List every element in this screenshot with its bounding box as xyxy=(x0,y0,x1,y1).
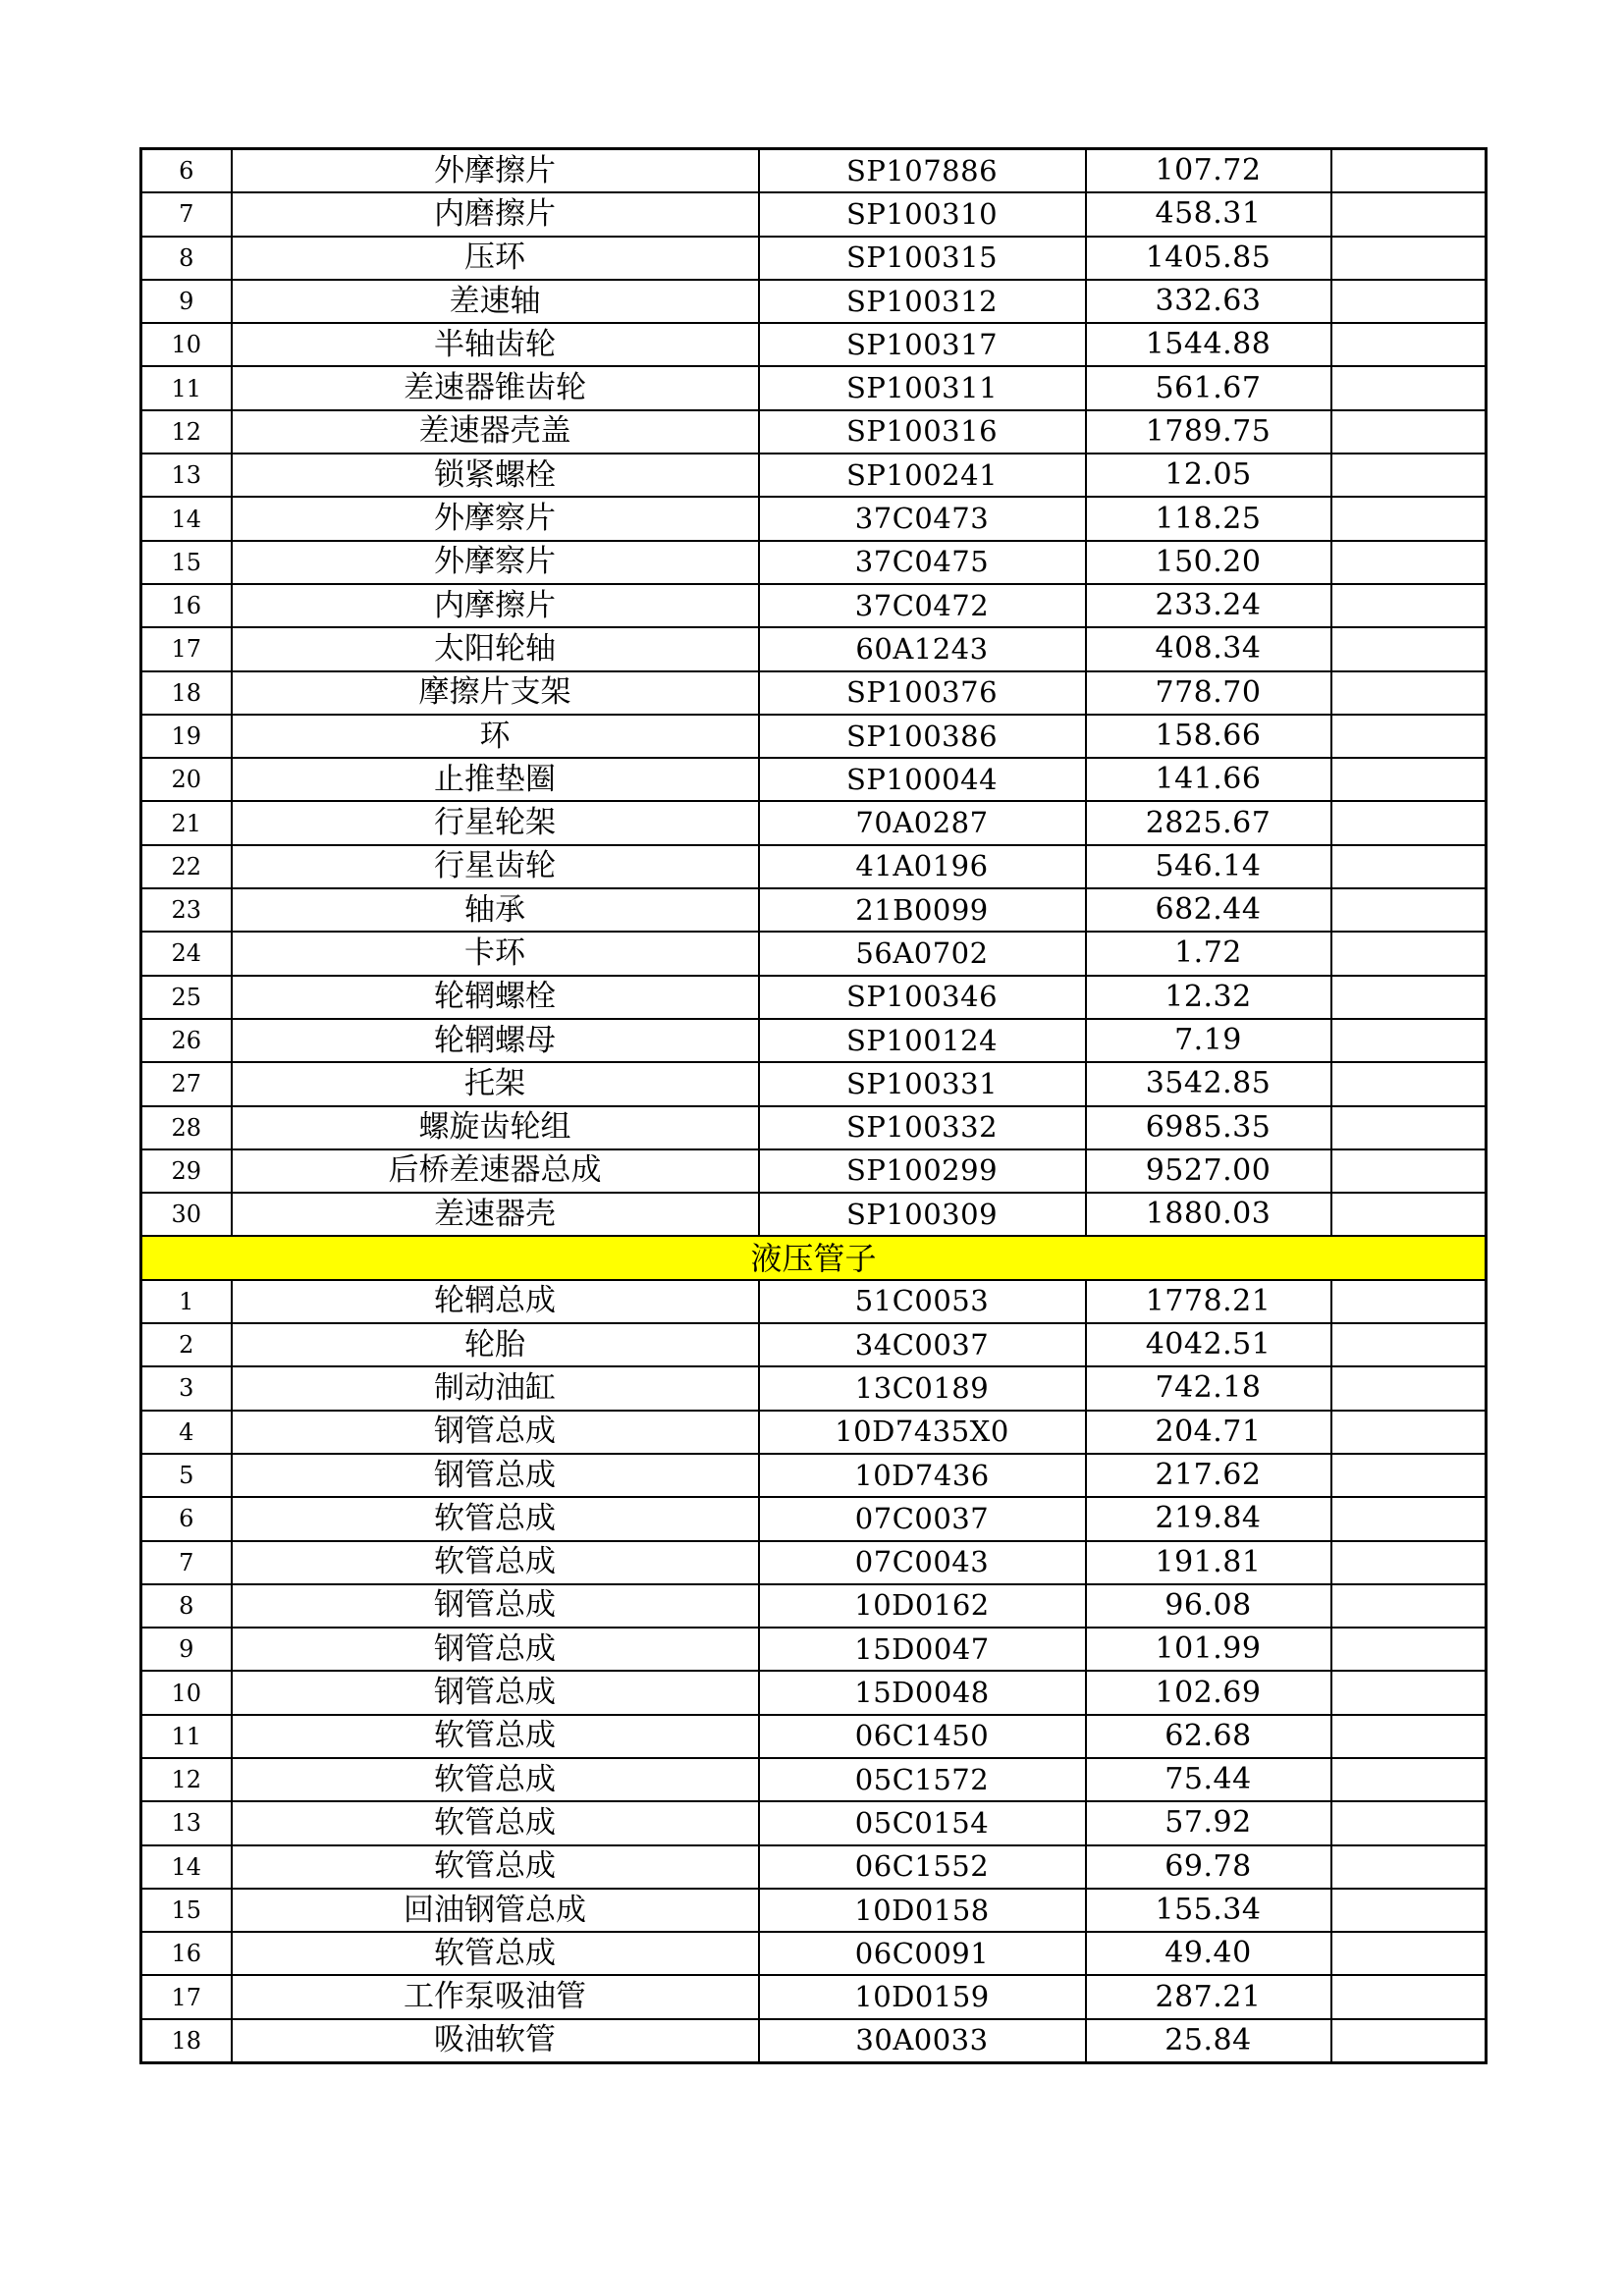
table-row xyxy=(141,1889,1487,1932)
table-row xyxy=(141,801,1487,844)
row-number-cell: 1 xyxy=(141,1280,232,1323)
part-name-cell: 托架 xyxy=(232,1062,759,1105)
row-number-cell: 14 xyxy=(141,497,232,540)
remark-cell xyxy=(1331,1062,1487,1105)
part-name-cell: 内磨擦片 xyxy=(232,192,759,236)
price-cell: 3542.85 xyxy=(1086,1062,1331,1105)
price-cell: 158.66 xyxy=(1086,715,1331,758)
part-number-cell: 10D0162 xyxy=(759,1584,1086,1628)
table-row xyxy=(141,192,1487,236)
part-number-cell: SP100299 xyxy=(759,1149,1086,1193)
table-row xyxy=(141,1323,1487,1366)
part-name-cell: 钢管总成 xyxy=(232,1584,759,1628)
price-cell: 458.31 xyxy=(1086,192,1331,236)
remark-cell xyxy=(1331,1280,1487,1323)
table-row xyxy=(141,715,1487,758)
part-name-cell: 卡环 xyxy=(232,932,759,975)
table-row xyxy=(141,845,1487,888)
part-number-cell: SP100312 xyxy=(759,280,1086,323)
price-cell: 219.84 xyxy=(1086,1497,1331,1540)
part-number-cell: SP100315 xyxy=(759,237,1086,280)
part-number-cell: 10D0159 xyxy=(759,1975,1086,2018)
price-cell: 233.24 xyxy=(1086,584,1331,627)
row-number-cell: 18 xyxy=(141,671,232,715)
row-number-cell: 21 xyxy=(141,801,232,844)
price-cell: 332.63 xyxy=(1086,280,1331,323)
table-row xyxy=(141,497,1487,540)
row-number-cell: 29 xyxy=(141,1149,232,1193)
table-row xyxy=(141,1584,1487,1628)
table-row xyxy=(141,1454,1487,1497)
row-number-cell: 11 xyxy=(141,366,232,409)
row-number-cell: 17 xyxy=(141,627,232,670)
part-number-cell: 56A0702 xyxy=(759,932,1086,975)
row-number-cell: 15 xyxy=(141,1889,232,1932)
table-row xyxy=(141,1062,1487,1105)
row-number-cell: 13 xyxy=(141,454,232,497)
remark-cell xyxy=(1331,237,1487,280)
remark-cell xyxy=(1331,1628,1487,1671)
remark-cell xyxy=(1331,1715,1487,1758)
section-title: 液压管子 xyxy=(141,1236,1487,1279)
part-name-cell: 钢管总成 xyxy=(232,1454,759,1497)
part-number-cell: 60A1243 xyxy=(759,627,1086,670)
parts-price-table xyxy=(139,147,1488,2064)
part-name-cell: 轮辋螺母 xyxy=(232,1019,759,1062)
part-name-cell: 差速轴 xyxy=(232,280,759,323)
row-number-cell: 6 xyxy=(141,149,232,193)
price-cell: 118.25 xyxy=(1086,497,1331,540)
price-cell: 742.18 xyxy=(1086,1366,1331,1410)
part-number-cell: 34C0037 xyxy=(759,1323,1086,1366)
table-row xyxy=(141,1932,1487,1975)
row-number-cell: 26 xyxy=(141,1019,232,1062)
remark-cell xyxy=(1331,1541,1487,1584)
price-cell: 2825.67 xyxy=(1086,801,1331,844)
row-number-cell: 17 xyxy=(141,1975,232,2018)
part-number-cell: 10D7435X0 xyxy=(759,1411,1086,1454)
price-cell: 25.84 xyxy=(1086,2019,1331,2063)
row-number-cell: 10 xyxy=(141,323,232,366)
remark-cell xyxy=(1331,888,1487,932)
price-cell: 204.71 xyxy=(1086,1411,1331,1454)
row-number-cell: 30 xyxy=(141,1193,232,1236)
part-number-cell: SP107886 xyxy=(759,149,1086,193)
row-number-cell: 11 xyxy=(141,1715,232,1758)
part-number-cell: SP100346 xyxy=(759,976,1086,1019)
part-number-cell: SP100317 xyxy=(759,323,1086,366)
row-number-cell: 8 xyxy=(141,237,232,280)
part-number-cell: 07C0043 xyxy=(759,1541,1086,1584)
price-cell: 107.72 xyxy=(1086,149,1331,193)
remark-cell xyxy=(1331,1149,1487,1193)
part-name-cell: 软管总成 xyxy=(232,1541,759,1584)
part-number-cell: SP100044 xyxy=(759,758,1086,801)
part-name-cell: 外摩察片 xyxy=(232,497,759,540)
price-cell: 546.14 xyxy=(1086,845,1331,888)
part-name-cell: 太阳轮轴 xyxy=(232,627,759,670)
remark-cell xyxy=(1331,1671,1487,1714)
row-number-cell: 10 xyxy=(141,1671,232,1714)
price-cell: 1405.85 xyxy=(1086,237,1331,280)
table-row xyxy=(141,932,1487,975)
remark-cell xyxy=(1331,1454,1487,1497)
row-number-cell: 3 xyxy=(141,1366,232,1410)
remark-cell xyxy=(1331,541,1487,584)
price-cell: 9527.00 xyxy=(1086,1149,1331,1193)
table-row xyxy=(141,2019,1487,2063)
part-name-cell: 工作泵吸油管 xyxy=(232,1975,759,2018)
part-number-cell: 51C0053 xyxy=(759,1280,1086,1323)
row-number-cell: 16 xyxy=(141,1932,232,1975)
row-number-cell: 16 xyxy=(141,584,232,627)
part-name-cell: 止推垫圈 xyxy=(232,758,759,801)
part-number-cell: SP100241 xyxy=(759,454,1086,497)
table-row xyxy=(141,410,1487,454)
price-cell: 1880.03 xyxy=(1086,1193,1331,1236)
part-name-cell: 吸油软管 xyxy=(232,2019,759,2063)
table-row xyxy=(141,976,1487,1019)
row-number-cell: 6 xyxy=(141,1497,232,1540)
part-number-cell: SP100332 xyxy=(759,1106,1086,1149)
row-number-cell: 14 xyxy=(141,1845,232,1889)
part-name-cell: 钢管总成 xyxy=(232,1671,759,1714)
price-cell: 75.44 xyxy=(1086,1758,1331,1801)
row-number-cell: 7 xyxy=(141,1541,232,1584)
remark-cell xyxy=(1331,715,1487,758)
part-name-cell: 行星轮架 xyxy=(232,801,759,844)
row-number-cell: 2 xyxy=(141,1323,232,1366)
part-name-cell: 回油钢管总成 xyxy=(232,1889,759,1932)
remark-cell xyxy=(1331,584,1487,627)
remark-cell xyxy=(1331,1801,1487,1844)
row-number-cell: 8 xyxy=(141,1584,232,1628)
table-row xyxy=(141,1541,1487,1584)
row-number-cell: 12 xyxy=(141,410,232,454)
remark-cell xyxy=(1331,1758,1487,1801)
remark-cell xyxy=(1331,192,1487,236)
remark-cell xyxy=(1331,497,1487,540)
table-row xyxy=(141,1149,1487,1193)
table-row xyxy=(141,1758,1487,1801)
table-row xyxy=(141,888,1487,932)
price-cell: 12.05 xyxy=(1086,454,1331,497)
part-name-cell: 内摩擦片 xyxy=(232,584,759,627)
table-row xyxy=(141,584,1487,627)
table-row xyxy=(141,1845,1487,1889)
part-number-cell: SP100331 xyxy=(759,1062,1086,1105)
table-row xyxy=(141,1411,1487,1454)
table-row xyxy=(141,1975,1487,2018)
price-cell: 7.19 xyxy=(1086,1019,1331,1062)
row-number-cell: 27 xyxy=(141,1062,232,1105)
remark-cell xyxy=(1331,410,1487,454)
price-cell: 141.66 xyxy=(1086,758,1331,801)
price-cell: 150.20 xyxy=(1086,541,1331,584)
part-name-cell: 软管总成 xyxy=(232,1801,759,1844)
remark-cell xyxy=(1331,627,1487,670)
remark-cell xyxy=(1331,1584,1487,1628)
part-name-cell: 钢管总成 xyxy=(232,1628,759,1671)
price-cell: 408.34 xyxy=(1086,627,1331,670)
part-name-cell: 压环 xyxy=(232,237,759,280)
remark-cell xyxy=(1331,1975,1487,2018)
row-number-cell: 25 xyxy=(141,976,232,1019)
part-number-cell: SP100316 xyxy=(759,410,1086,454)
remark-cell xyxy=(1331,932,1487,975)
part-number-cell: SP100124 xyxy=(759,1019,1086,1062)
part-number-cell: SP100376 xyxy=(759,671,1086,715)
row-number-cell: 9 xyxy=(141,1628,232,1671)
row-number-cell: 9 xyxy=(141,280,232,323)
part-number-cell: 21B0099 xyxy=(759,888,1086,932)
part-number-cell: 37C0473 xyxy=(759,497,1086,540)
row-number-cell: 24 xyxy=(141,932,232,975)
price-cell: 287.21 xyxy=(1086,1975,1331,2018)
table-row xyxy=(141,323,1487,366)
price-cell: 1789.75 xyxy=(1086,410,1331,454)
remark-cell xyxy=(1331,280,1487,323)
part-number-cell: SP100311 xyxy=(759,366,1086,409)
price-cell: 6985.35 xyxy=(1086,1106,1331,1149)
part-number-cell: 15D0048 xyxy=(759,1671,1086,1714)
table-row xyxy=(141,454,1487,497)
table-row xyxy=(141,1671,1487,1714)
price-cell: 62.68 xyxy=(1086,1715,1331,1758)
price-cell: 682.44 xyxy=(1086,888,1331,932)
table-row xyxy=(141,1366,1487,1410)
price-cell: 4042.51 xyxy=(1086,1323,1331,1366)
price-cell: 57.92 xyxy=(1086,1801,1331,1844)
part-name-cell: 外摩擦片 xyxy=(232,149,759,193)
row-number-cell: 19 xyxy=(141,715,232,758)
row-number-cell: 12 xyxy=(141,1758,232,1801)
remark-cell xyxy=(1331,671,1487,715)
price-cell: 191.81 xyxy=(1086,1541,1331,1584)
remark-cell xyxy=(1331,845,1487,888)
part-number-cell: 06C0091 xyxy=(759,1932,1086,1975)
part-name-cell: 软管总成 xyxy=(232,1932,759,1975)
part-number-cell: SP100310 xyxy=(759,192,1086,236)
part-number-cell: 37C0472 xyxy=(759,584,1086,627)
price-cell: 1.72 xyxy=(1086,932,1331,975)
table-row xyxy=(141,149,1487,193)
remark-cell xyxy=(1331,366,1487,409)
section-header-row xyxy=(141,1236,1487,1279)
remark-cell xyxy=(1331,1106,1487,1149)
remark-cell xyxy=(1331,1193,1487,1236)
price-cell: 49.40 xyxy=(1086,1932,1331,1975)
part-number-cell: 07C0037 xyxy=(759,1497,1086,1540)
remark-cell xyxy=(1331,323,1487,366)
remark-cell xyxy=(1331,1889,1487,1932)
remark-cell xyxy=(1331,1411,1487,1454)
row-number-cell: 28 xyxy=(141,1106,232,1149)
part-number-cell: 10D7436 xyxy=(759,1454,1086,1497)
part-number-cell: 70A0287 xyxy=(759,801,1086,844)
part-number-cell: 30A0033 xyxy=(759,2019,1086,2063)
remark-cell xyxy=(1331,1497,1487,1540)
part-name-cell: 螺旋齿轮组 xyxy=(232,1106,759,1149)
part-name-cell: 差速器锥齿轮 xyxy=(232,366,759,409)
part-name-cell: 轮胎 xyxy=(232,1323,759,1366)
price-cell: 155.34 xyxy=(1086,1889,1331,1932)
table-row xyxy=(141,1193,1487,1236)
price-cell: 561.67 xyxy=(1086,366,1331,409)
remark-cell xyxy=(1331,801,1487,844)
part-name-cell: 轴承 xyxy=(232,888,759,932)
part-number-cell: 13C0189 xyxy=(759,1366,1086,1410)
table-row xyxy=(141,758,1487,801)
table-row xyxy=(141,1019,1487,1062)
row-number-cell: 22 xyxy=(141,845,232,888)
price-cell: 1544.88 xyxy=(1086,323,1331,366)
part-name-cell: 差速器壳 xyxy=(232,1193,759,1236)
remark-cell xyxy=(1331,2019,1487,2063)
part-number-cell: 15D0047 xyxy=(759,1628,1086,1671)
row-number-cell: 23 xyxy=(141,888,232,932)
remark-cell xyxy=(1331,454,1487,497)
table-row xyxy=(141,1497,1487,1540)
part-number-cell: 05C1572 xyxy=(759,1758,1086,1801)
row-number-cell: 20 xyxy=(141,758,232,801)
table-row xyxy=(141,1628,1487,1671)
part-number-cell: 10D0158 xyxy=(759,1889,1086,1932)
table-row xyxy=(141,1801,1487,1844)
price-cell: 96.08 xyxy=(1086,1584,1331,1628)
part-name-cell: 外摩察片 xyxy=(232,541,759,584)
part-number-cell: 37C0475 xyxy=(759,541,1086,584)
row-number-cell: 15 xyxy=(141,541,232,584)
part-name-cell: 差速器壳盖 xyxy=(232,410,759,454)
price-cell: 778.70 xyxy=(1086,671,1331,715)
part-number-cell: 41A0196 xyxy=(759,845,1086,888)
price-cell: 217.62 xyxy=(1086,1454,1331,1497)
part-name-cell: 后桥差速器总成 xyxy=(232,1149,759,1193)
price-cell: 69.78 xyxy=(1086,1845,1331,1889)
remark-cell xyxy=(1331,1366,1487,1410)
part-name-cell: 制动油缸 xyxy=(232,1366,759,1410)
table-row xyxy=(141,1715,1487,1758)
part-name-cell: 摩擦片支架 xyxy=(232,671,759,715)
part-name-cell: 钢管总成 xyxy=(232,1411,759,1454)
part-name-cell: 轮辋总成 xyxy=(232,1280,759,1323)
remark-cell xyxy=(1331,1323,1487,1366)
remark-cell xyxy=(1331,1845,1487,1889)
row-number-cell: 5 xyxy=(141,1454,232,1497)
remark-cell xyxy=(1331,976,1487,1019)
remark-cell xyxy=(1331,149,1487,193)
part-number-cell: 05C0154 xyxy=(759,1801,1086,1844)
table-row xyxy=(141,1280,1487,1323)
part-number-cell: 06C1552 xyxy=(759,1845,1086,1889)
part-name-cell: 轮辋螺栓 xyxy=(232,976,759,1019)
part-name-cell: 软管总成 xyxy=(232,1497,759,1540)
table-row xyxy=(141,237,1487,280)
table-row xyxy=(141,627,1487,670)
table-row xyxy=(141,280,1487,323)
table-row xyxy=(141,366,1487,409)
part-name-cell: 环 xyxy=(232,715,759,758)
row-number-cell: 7 xyxy=(141,192,232,236)
remark-cell xyxy=(1331,1019,1487,1062)
part-name-cell: 软管总成 xyxy=(232,1715,759,1758)
part-name-cell: 行星齿轮 xyxy=(232,845,759,888)
table-row xyxy=(141,671,1487,715)
part-number-cell: SP100386 xyxy=(759,715,1086,758)
part-name-cell: 半轴齿轮 xyxy=(232,323,759,366)
parts-table-body xyxy=(141,149,1487,2063)
remark-cell xyxy=(1331,1932,1487,1975)
table-row xyxy=(141,1106,1487,1149)
part-number-cell: SP100309 xyxy=(759,1193,1086,1236)
price-cell: 1778.21 xyxy=(1086,1280,1331,1323)
remark-cell xyxy=(1331,758,1487,801)
row-number-cell: 13 xyxy=(141,1801,232,1844)
table-row xyxy=(141,541,1487,584)
row-number-cell: 4 xyxy=(141,1411,232,1454)
part-number-cell: 06C1450 xyxy=(759,1715,1086,1758)
price-cell: 101.99 xyxy=(1086,1628,1331,1671)
price-cell: 12.32 xyxy=(1086,976,1331,1019)
row-number-cell: 18 xyxy=(141,2019,232,2063)
part-name-cell: 软管总成 xyxy=(232,1758,759,1801)
price-cell: 102.69 xyxy=(1086,1671,1331,1714)
part-name-cell: 锁紧螺栓 xyxy=(232,454,759,497)
part-name-cell: 软管总成 xyxy=(232,1845,759,1889)
